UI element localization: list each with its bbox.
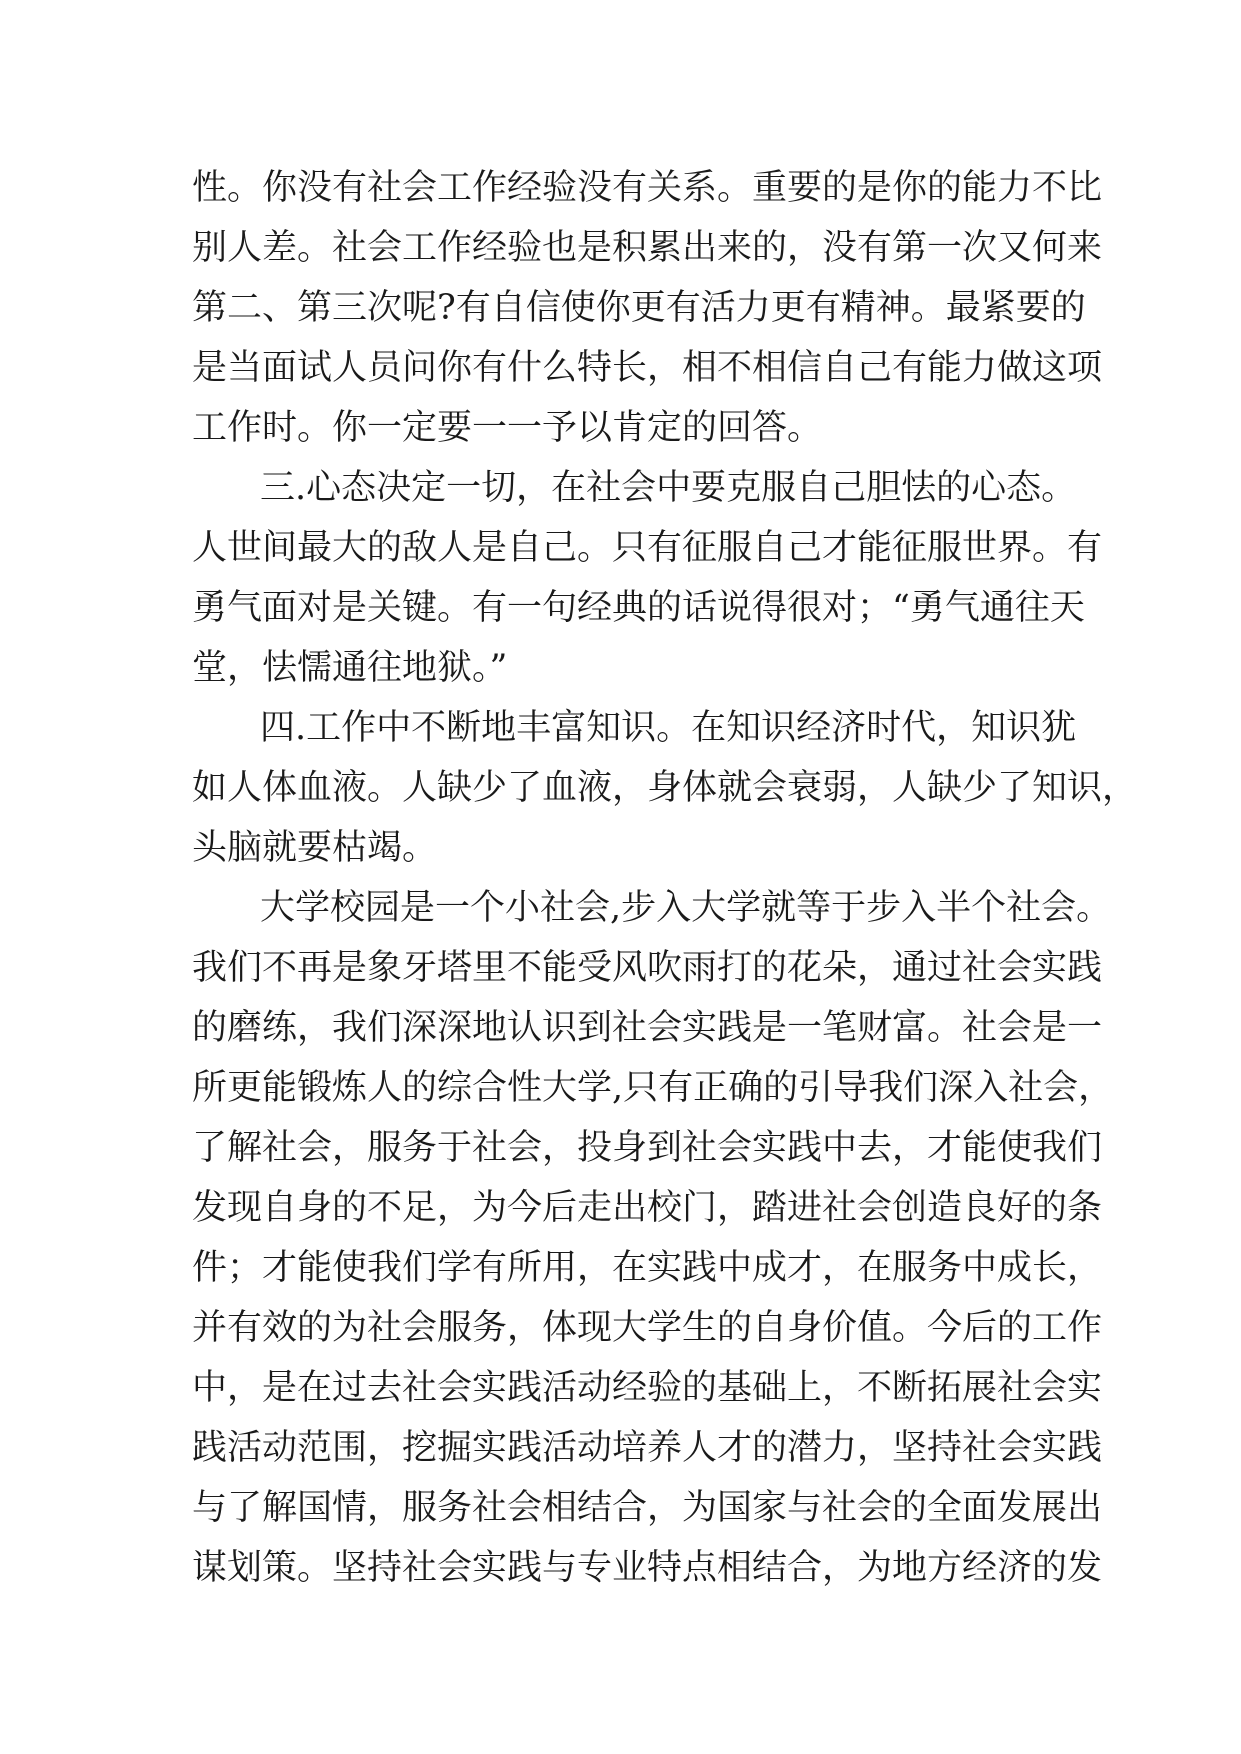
- text-line: 别人差。社会工作经验也是积累出来的，没有第一次又何来: [192, 228, 1103, 268]
- text-line: 我们不再是象牙塔里不能受风吹雨打的花朵，通过社会实践: [192, 948, 1103, 988]
- text-line: 中，是在过去社会实践活动经验的基础上，不断拓展社会实: [192, 1368, 1103, 1408]
- text-line: 是当面试人员问你有什么特长，相不相信自己有能力做这项: [192, 348, 1103, 388]
- text-line: 践活动范围，挖掘实践活动培养人才的潜力，坚持社会实践: [192, 1428, 1103, 1468]
- text-line: 的磨练，我们深深地认识到社会实践是一笔财富。社会是一: [192, 1008, 1103, 1048]
- text-line: 工作时。你一定要一一予以肯定的回答。: [192, 408, 823, 448]
- text-line: 人世间最大的敌人是自己。只有征服自己才能征服世界。有: [192, 528, 1103, 568]
- text-line: 并有效的为社会服务，体现大学生的自身价值。今后的工作: [192, 1308, 1103, 1348]
- text-line: 第二、第三次呢?有自信使你更有活力更有精神。最紧要的: [192, 288, 1086, 328]
- text-line: 发现自身的不足，为今后走出校门，踏进社会创造良好的条: [192, 1188, 1103, 1228]
- text-line: 谋划策。坚持社会实践与专业特点相结合，为地方经济的发: [192, 1548, 1103, 1588]
- text-line: 所更能锻炼人的综合性大学,只有正确的引导我们深入社会，: [192, 1068, 1114, 1108]
- text-line: 三.心态决定一切，在社会中要克服自己胆怯的心态。: [260, 468, 1077, 508]
- text-line: 四.工作中不断地丰富知识。在知识经济时代，知识犹: [260, 708, 1077, 748]
- text-line: 性。你没有社会工作经验没有关系。重要的是你的能力不比: [192, 168, 1103, 208]
- text-line: 如人体血液。人缺少了血液，身体就会衰弱，人缺少了知识，: [192, 768, 1138, 808]
- text-line: 大学校园是一个小社会,步入大学就等于步入半个社会。: [260, 888, 1112, 928]
- text-line: 堂，怯懦通往地狱。”: [192, 648, 508, 688]
- text-line: 头脑就要枯竭。: [192, 828, 438, 868]
- text-line: 与了解国情，服务社会相结合，为国家与社会的全面发展出: [192, 1488, 1103, 1528]
- text-line: 件；才能使我们学有所用，在实践中成才，在服务中成长，: [192, 1248, 1103, 1288]
- text-line: 了解社会，服务于社会，投身到社会实践中去，才能使我们: [192, 1128, 1103, 1168]
- text-line: 勇气面对是关键。有一句经典的话说得很对；“勇气通往天: [192, 588, 1085, 628]
- body-text: [192, 158, 1138, 1598]
